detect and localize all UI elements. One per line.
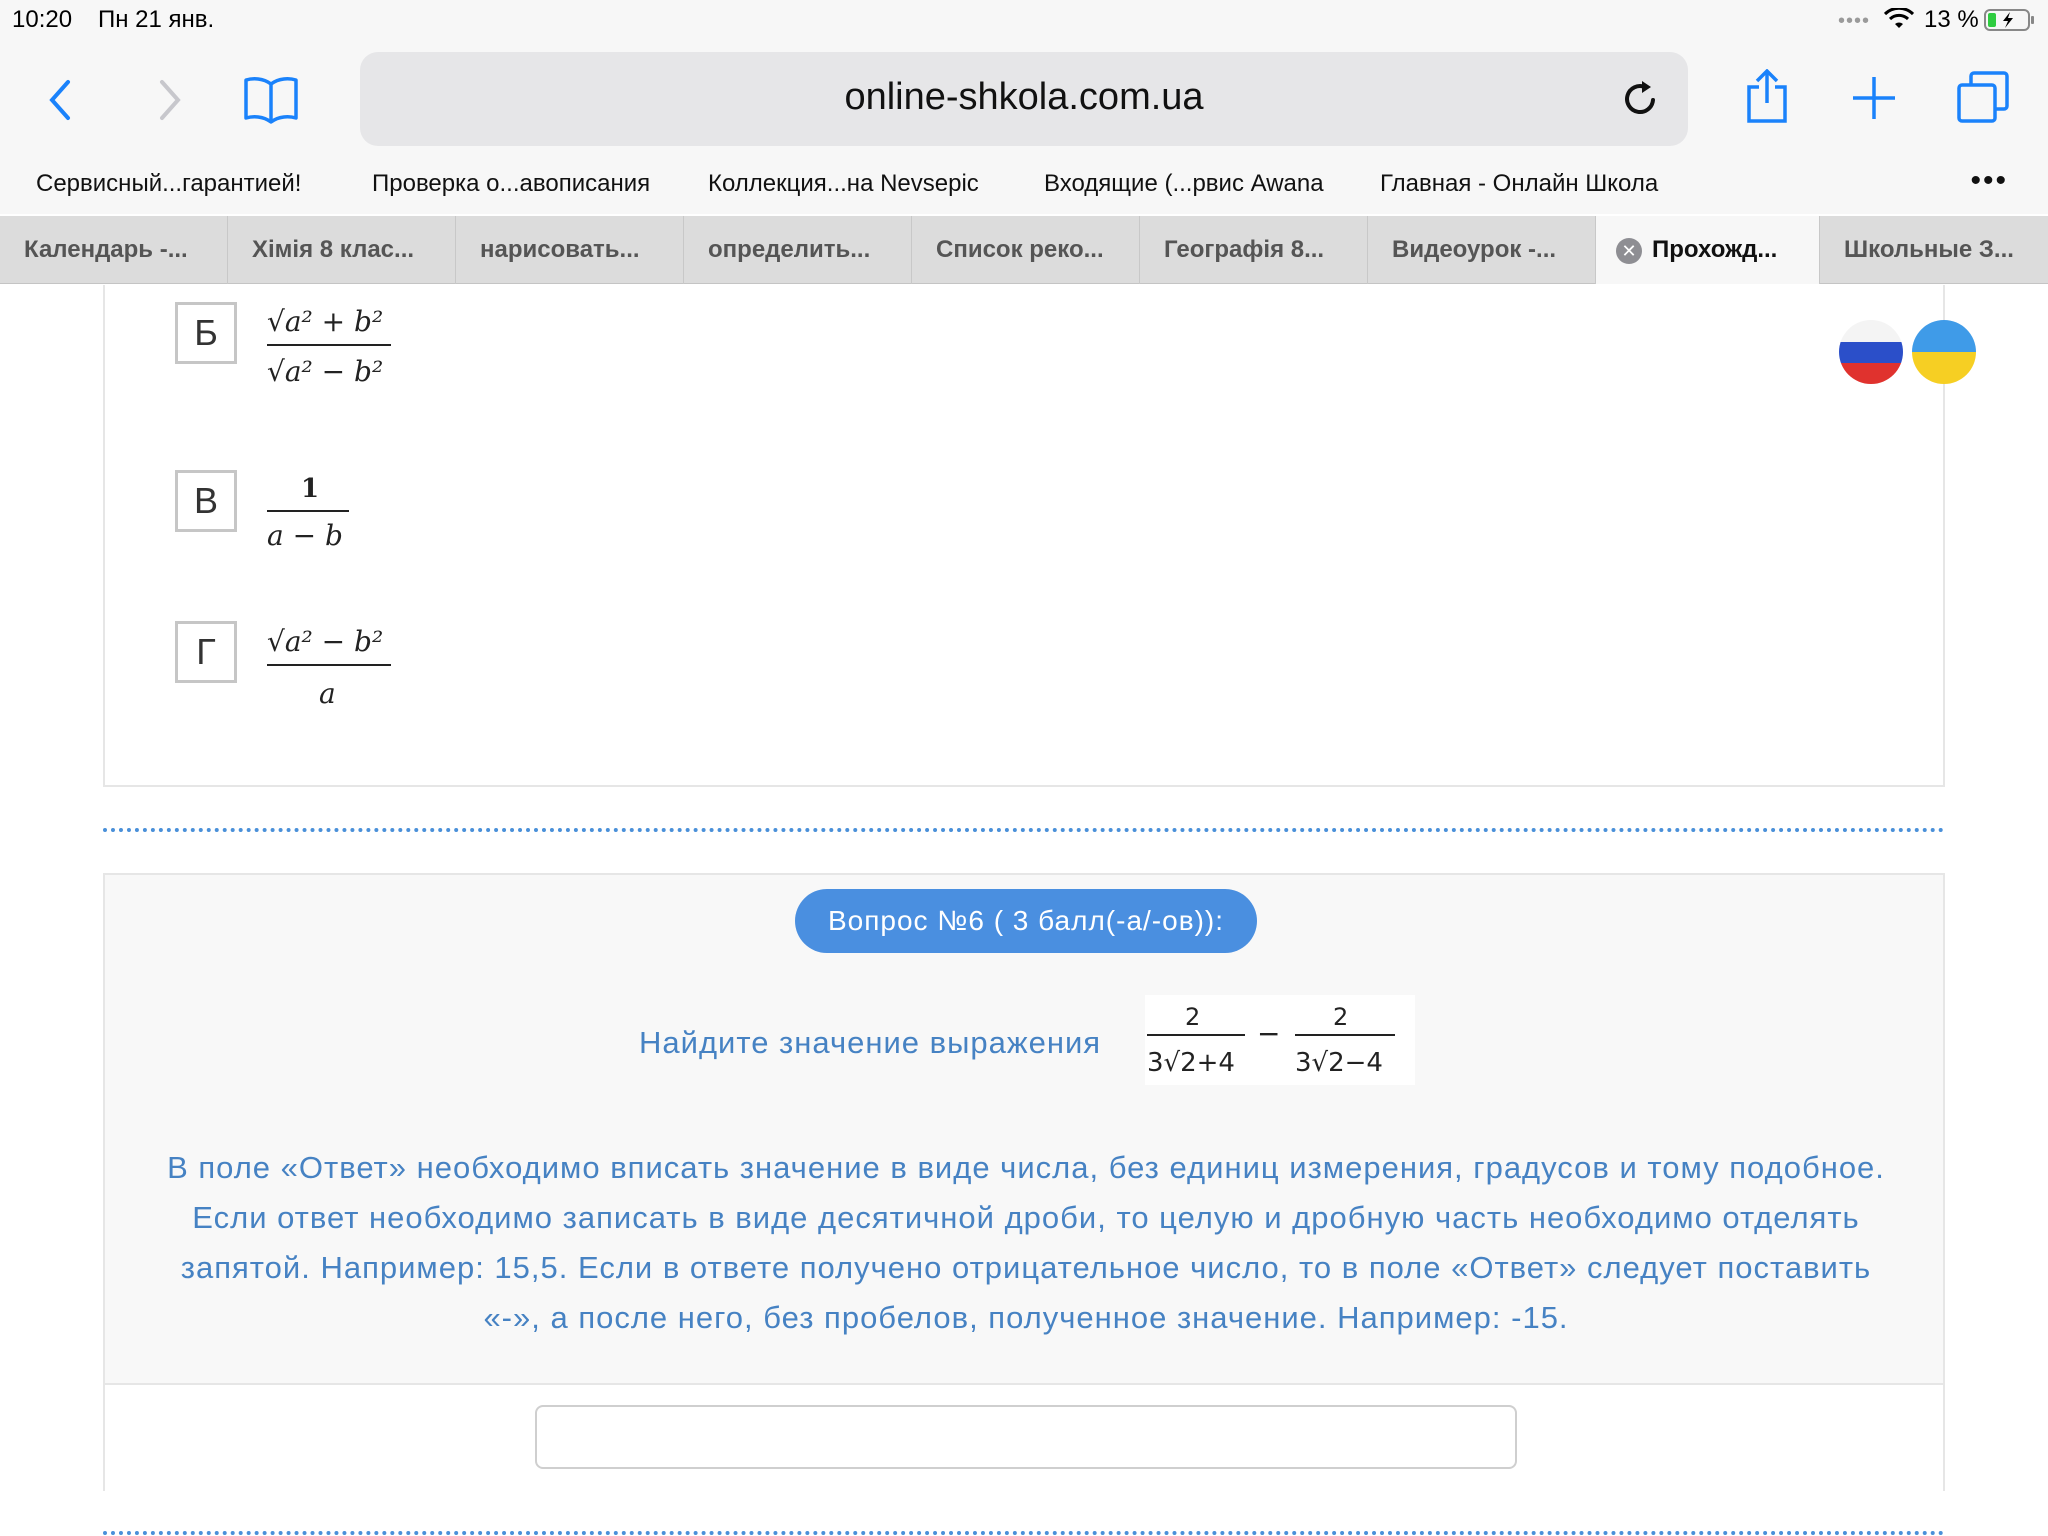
tab-define[interactable]	[684, 216, 912, 284]
tab-label: Хімія 8 клас...	[252, 236, 415, 263]
tab-label: Список реко...	[936, 236, 1104, 263]
share-button[interactable]	[1740, 64, 1794, 130]
bookmarks-button[interactable]	[240, 68, 302, 130]
book-icon	[243, 74, 299, 124]
question-number-badge: Вопрос №6 ( 3 балл(-а/-ов)):	[795, 889, 1257, 953]
tab-label: нарисовать...	[480, 236, 640, 263]
russian-flag-icon	[1838, 320, 1904, 385]
chevron-left-icon	[48, 78, 72, 122]
bookmark-item[interactable]: Входящие (...рвис Awana	[1044, 170, 1324, 197]
share-icon	[1745, 69, 1789, 125]
tabs-icon	[1957, 71, 2009, 123]
tab-active[interactable]	[1596, 216, 1820, 284]
frac2-denominator: 3√2−4	[1295, 1048, 1383, 1078]
task-formula	[1145, 995, 1415, 1090]
question-card	[103, 873, 1945, 1491]
tab-chemistry[interactable]	[228, 216, 456, 284]
option-formula-b	[265, 295, 395, 400]
wifi-icon	[1884, 8, 1914, 37]
answer-options-card	[103, 285, 1945, 787]
formula-denominator: a − b	[267, 519, 343, 552]
chevron-right-icon	[158, 78, 182, 122]
tab-label: Школьные З...	[1844, 236, 2014, 263]
status-date: Пн 21 янв.	[98, 6, 215, 33]
battery-percent: 13 %	[1924, 6, 1979, 33]
task-line	[105, 995, 1943, 1085]
reload-icon	[1622, 78, 1660, 118]
tab-label: Видеоурок -...	[1392, 236, 1557, 263]
status-time: 10:20	[12, 6, 73, 33]
answer-row	[105, 1383, 1943, 1493]
option-formula-v	[265, 461, 355, 566]
bookmark-item[interactable]: Проверка о...авописания	[372, 170, 651, 197]
option-formula-g	[265, 615, 395, 720]
signal-dots-icon: ••••	[1838, 10, 1871, 32]
separator	[103, 828, 1945, 832]
close-tab-icon[interactable]: ✕	[1616, 238, 1642, 264]
tab-calendar[interactable]	[0, 216, 228, 284]
reload-button[interactable]	[1622, 78, 1660, 123]
more-bookmarks-icon[interactable]: •••	[1970, 164, 2008, 197]
back-button[interactable]	[40, 70, 80, 130]
bookmark-item[interactable]: Сервисный...гарантией!	[36, 170, 302, 197]
answer-instructions: В поле «Ответ» необходимо вписать значение в виде числа, без единиц измерения, градусов и тому подобное. Если ответ необходимо записать в виде десятичной дроби, то целую и дробную часть необходимо отделять запятой. Например: 15,5. Если в ответе получено отрицательное число, то в поле «Ответ» следует поставить «-», а после него, без пробелов, полученное значение. Например: -15.	[167, 1150, 1885, 1335]
page-content	[0, 285, 2048, 1536]
formula-numerator: √a² + b²	[267, 305, 384, 338]
address-bar[interactable]	[360, 52, 1688, 146]
option-checkbox-g[interactable]: Г	[175, 621, 237, 683]
bookmarks-bar	[0, 160, 2048, 214]
bookmark-item[interactable]: Коллекция...на Nevsepic	[708, 170, 979, 197]
tab-label: Географія 8...	[1164, 236, 1325, 263]
tab-bar	[0, 216, 2048, 284]
tab-label: определить...	[708, 236, 871, 263]
new-tab-button[interactable]	[1848, 70, 1900, 126]
url-text: online-shkola.com.ua	[844, 76, 1204, 118]
formula-numerator: √a² − b²	[267, 625, 384, 658]
battery-icon	[1984, 8, 2036, 39]
forward-button[interactable]	[150, 70, 190, 130]
plus-icon	[1851, 75, 1897, 121]
formula-denominator: √a² − b²	[267, 355, 384, 388]
tab-label: Календарь -...	[24, 236, 188, 263]
tab-label: Прохожд...	[1652, 236, 1778, 263]
tab-school[interactable]	[1820, 216, 2048, 284]
tab-list[interactable]	[912, 216, 1140, 284]
ukrainian-flag-icon	[1911, 320, 1977, 385]
tab-video[interactable]	[1368, 216, 1596, 284]
browser-toolbar	[0, 40, 2048, 160]
tabs-overview-button[interactable]	[1954, 68, 2012, 126]
answer-input[interactable]	[535, 1405, 1517, 1469]
frac2-numerator: 2	[1333, 1003, 1349, 1031]
language-switcher	[1838, 317, 1978, 387]
status-bar	[0, 0, 2048, 40]
task-text: Найдите значение выражения	[639, 1025, 1102, 1060]
frac1-numerator: 2	[1185, 1003, 1201, 1031]
tab-draw[interactable]	[456, 216, 684, 284]
formula-denominator: a	[319, 677, 336, 710]
separator	[103, 1531, 1945, 1535]
option-checkbox-b[interactable]: Б	[175, 302, 237, 364]
minus-sign: −	[1257, 1017, 1281, 1050]
option-checkbox-v[interactable]: В	[175, 470, 237, 532]
formula-numerator: 1	[301, 474, 320, 504]
bookmark-item[interactable]: Главная - Онлайн Школа	[1380, 170, 1659, 197]
frac1-denominator: 3√2+4	[1147, 1048, 1235, 1078]
tab-geography[interactable]	[1140, 216, 1368, 284]
